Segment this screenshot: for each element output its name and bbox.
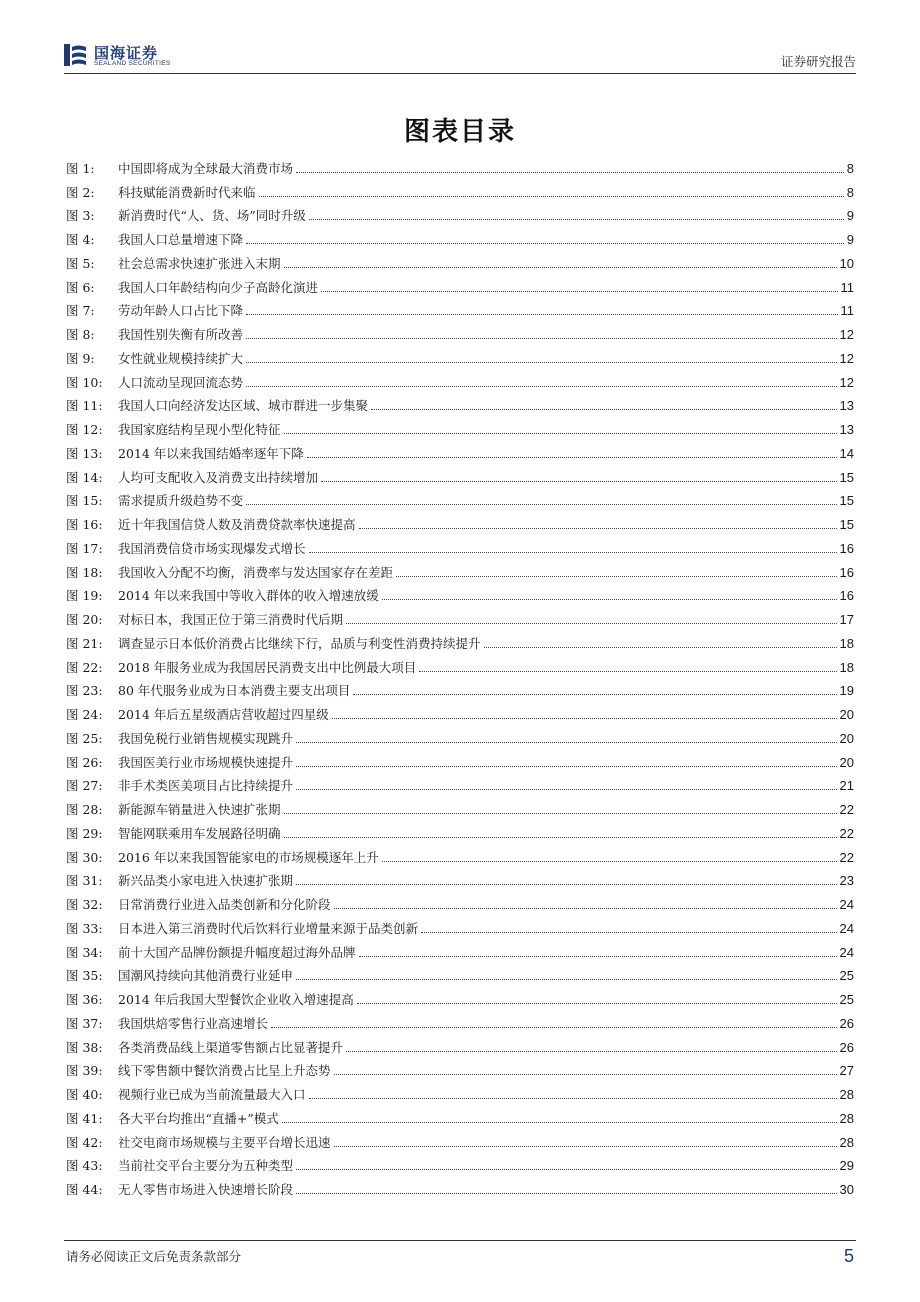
toc-entry-label: 图 44: (66, 1182, 103, 1197)
toc-entry[interactable] (66, 152, 854, 176)
toc-entry[interactable] (66, 1007, 854, 1031)
toc-entry-label: 图 42: (66, 1134, 103, 1150)
toc-dot-leader (246, 313, 837, 315)
toc-entry[interactable] (66, 746, 854, 770)
toc-entry-label: 图 8: (66, 327, 95, 342)
toc-entry-page: 20 (839, 730, 854, 746)
toc-entry[interactable] (66, 936, 854, 960)
toc-entry-page: 18 (839, 635, 854, 651)
toc-entry-page: 22 (839, 802, 854, 817)
toc-entry-label: 图 4: (66, 232, 95, 247)
toc-entry-title: 视频行业已成为当前流量最大入口 (118, 1087, 306, 1102)
toc-entry[interactable] (66, 200, 854, 224)
toc-entry[interactable] (66, 390, 854, 414)
toc-dot-leader (246, 242, 844, 244)
toc-entry-label: 图 22: (66, 659, 103, 675)
toc-entry-page: 22 (839, 825, 854, 841)
toc-entry[interactable] (66, 271, 854, 295)
toc-entry-label: 图 30: (66, 849, 103, 865)
toc-dot-leader (284, 812, 837, 814)
toc-entry-page: 12 (839, 374, 854, 390)
toc-entry-label: 图 43: (66, 1158, 103, 1174)
toc-entry-title: 非手术类医美项目占比持续提升 (118, 778, 294, 794)
toc-entry-title: 我国收入分配不均衡，消费率与发达国家存在差距 (118, 564, 394, 580)
toc-dot-leader (359, 955, 837, 957)
toc-entry-title: 人均可支配收入及消费支出持续增加 (118, 469, 319, 485)
toc-entry[interactable] (66, 675, 854, 699)
toc-entry[interactable] (66, 841, 854, 865)
toc-entry-label: 图 1: (66, 160, 95, 176)
toc-entry-title: 调查显示日本低价消费占比继续下行，品质与利变性消费持续提升 (118, 635, 481, 651)
toc-entry-page: 26 (839, 1015, 854, 1031)
report-type-label: 证券研究报告 (780, 54, 856, 69)
toc-entry-page: 12 (839, 327, 854, 342)
toc-entry[interactable] (66, 223, 854, 247)
toc-entry-label: 图 31: (66, 873, 103, 889)
toc-dot-leader (259, 195, 844, 197)
toc-entry-label: 图 3: (66, 208, 95, 224)
company-logo (64, 40, 194, 72)
toc-entry-page: 24 (839, 944, 854, 960)
toc-dot-leader (296, 978, 837, 980)
toc-entry-title: 新能源车销量进入快速扩张期 (118, 802, 281, 817)
footer-divider (64, 1240, 856, 1241)
toc-dot-leader (284, 836, 837, 838)
toc-dot-leader (346, 1050, 837, 1052)
toc-dot-leader (382, 598, 837, 600)
toc-entry-page: 13 (839, 398, 854, 414)
toc-entry-label: 图 37: (66, 1015, 103, 1031)
company-name-en: SEALAND SECURITIES (94, 60, 171, 67)
toc-entry-label: 图 32: (66, 897, 103, 912)
toc-dot-leader (296, 1168, 837, 1170)
toc-entry-page: 13 (839, 422, 854, 437)
toc-entry[interactable] (66, 983, 854, 1007)
toc-entry[interactable] (66, 888, 854, 912)
toc-entry-title: 线下零售额中餐饮消费占比呈上升态势 (118, 1063, 331, 1079)
toc-entry-page: 18 (839, 659, 854, 675)
toc-entry-title: 2014 年以来我国中等收入群体的收入增速放缓 (118, 588, 379, 604)
toc-entry-page: 22 (839, 849, 854, 865)
toc-entry-label: 图 39: (66, 1063, 103, 1079)
toc-entry[interactable] (66, 485, 854, 509)
toc-entry[interactable] (66, 1173, 854, 1197)
toc-dot-leader (296, 765, 837, 767)
toc-entry-title: 智能网联乘用车发展路径明确 (118, 825, 281, 841)
toc-entry-label: 图 19: (66, 588, 103, 604)
toc-entry-title: 科技赋能消费新时代来临 (118, 184, 256, 200)
toc-dot-leader (359, 527, 837, 529)
figure-toc-list (66, 152, 854, 1197)
toc-entry-label: 图 35: (66, 968, 103, 984)
toc-entry-title: 当前社交平台主要分为五种类型 (118, 1158, 294, 1174)
toc-entry-label: 图 38: (66, 1039, 103, 1055)
toc-entry-page: 23 (839, 873, 854, 889)
toc-entry-page: 29 (839, 1158, 854, 1174)
toc-entry-label: 图 25: (66, 730, 103, 746)
toc-entry-title: 我国免税行业销售规模实现跳升 (118, 730, 294, 746)
toc-dot-leader (284, 266, 837, 268)
toc-entry-label: 图 29: (66, 825, 103, 841)
toc-entry-label: 图 20: (66, 612, 103, 627)
toc-entry-title: 2014 年以来我国结婚率逐年下降 (118, 445, 304, 461)
toc-entry[interactable] (66, 698, 854, 722)
toc-entry[interactable] (66, 318, 854, 342)
toc-entry-page: 24 (839, 920, 854, 936)
company-name-cn: 国海证券 (94, 44, 159, 62)
toc-entry[interactable] (66, 1031, 854, 1055)
toc-dot-leader (334, 1145, 837, 1147)
toc-entry-title: 日常消费行业进入品类创新和分化阶段 (118, 897, 331, 912)
toc-entry-title: 中国即将成为全球最大消费市场 (118, 160, 294, 176)
toc-entry[interactable] (66, 532, 854, 556)
toc-entry[interactable] (66, 461, 854, 485)
toc-entry-label: 图 10: (66, 374, 103, 390)
toc-dot-leader (353, 693, 836, 695)
toc-entry-page: 28 (839, 1087, 854, 1102)
toc-entry-page: 16 (839, 540, 854, 556)
header-divider (64, 73, 856, 74)
toc-entry[interactable] (66, 912, 854, 936)
toc-entry-title: 无人零售市场进入快速增长阶段 (118, 1182, 294, 1197)
toc-entry-page: 26 (839, 1039, 854, 1055)
toc-entry-label: 图 36: (66, 992, 103, 1007)
toc-entry-page: 25 (839, 968, 854, 984)
toc-entry[interactable] (66, 580, 854, 604)
toc-entry-page: 17 (839, 612, 854, 627)
toc-entry-label: 图 6: (66, 279, 95, 295)
toc-entry-label: 图 16: (66, 517, 103, 532)
toc-entry-title: 各大平台均推出“直播+”模式 (118, 1110, 279, 1126)
toc-entry[interactable] (66, 960, 854, 984)
toc-entry-title: 80 年代服务业成为日本消费主要支出项目 (118, 683, 351, 699)
toc-entry-page: 16 (839, 588, 854, 604)
toc-entry[interactable] (66, 556, 854, 580)
toc-dot-leader (309, 1097, 837, 1099)
toc-entry[interactable] (66, 295, 854, 319)
toc-entry-title: 我国医美行业市场规模快速提升 (118, 754, 294, 770)
toc-entry-page: 28 (839, 1110, 854, 1126)
toc-entry-page: 28 (839, 1134, 854, 1150)
toc-dot-leader (309, 218, 844, 220)
toc-entry-page: 15 (839, 493, 854, 509)
toc-entry-title: 社会总需求快速扩张进入末期 (118, 255, 281, 271)
toc-entry-page: 11 (840, 303, 854, 319)
toc-dot-leader (396, 575, 837, 577)
toc-entry-label: 图 28: (66, 802, 103, 817)
toc-dot-leader (307, 456, 837, 458)
toc-dot-leader (321, 290, 837, 292)
toc-entry-title: 需求提质升级趋势不变 (118, 493, 244, 509)
toc-entry-title: 我国人口年龄结构向少子高龄化演进 (118, 279, 319, 295)
toc-entry[interactable] (66, 603, 854, 627)
page-header (64, 40, 856, 72)
page-number: 5 (843, 1246, 854, 1266)
toc-entry-title: 我国烘焙零售行业高速增长 (118, 1015, 269, 1031)
toc-dot-leader (484, 646, 837, 648)
toc-entry-label: 图 14: (66, 469, 103, 485)
toc-entry-label: 图 12: (66, 422, 103, 437)
toc-entry-label: 图 26: (66, 754, 103, 770)
toc-entry-label: 图 2: (66, 184, 95, 200)
toc-entry-page: 16 (839, 564, 854, 580)
toc-dot-leader (421, 931, 837, 933)
toc-entry[interactable] (66, 1102, 854, 1126)
toc-entry-page: 9 (846, 232, 854, 247)
toc-entry-title: 对标日本，我国正位于第三消费时代后期 (118, 612, 344, 627)
toc-entry-title: 劳动年龄人口占比下降 (118, 303, 244, 319)
toc-dot-leader (246, 385, 837, 387)
toc-dot-leader (346, 622, 837, 624)
toc-entry-page: 21 (839, 778, 854, 794)
toc-dot-leader (246, 361, 837, 363)
toc-entry-title: 我国人口向经济发达区域、城市群进一步集聚 (118, 398, 369, 414)
toc-entry[interactable] (66, 770, 854, 794)
toc-entry-label: 图 24: (66, 707, 103, 722)
toc-entry-label: 图 13: (66, 445, 103, 461)
toc-dot-leader (419, 670, 836, 672)
toc-entry-title: 2014 年后我国大型餐饮企业收入增速提高 (118, 992, 354, 1007)
toc-entry-title: 各类消费品线上渠道零售额占比显著提升 (118, 1039, 344, 1055)
toc-entry-label: 图 17: (66, 540, 103, 556)
toc-dot-leader (296, 1192, 837, 1194)
toc-entry-title: 近十年我国信贷人数及消费贷款率快速提高 (118, 517, 356, 532)
toc-entry[interactable] (66, 1126, 854, 1150)
toc-entry-label: 图 34: (66, 944, 103, 960)
toc-entry-title: 国潮风持续向其他消费行业延申 (118, 968, 294, 984)
disclaimer-note: 请务必阅读正文后免责条款部分 (66, 1249, 242, 1264)
toc-entry-title: 新兴品类小家电进入快速扩张期 (118, 873, 294, 889)
toc-entry-label: 图 41: (66, 1110, 103, 1126)
toc-entry[interactable] (66, 437, 854, 461)
toc-entry-page: 14 (839, 445, 854, 461)
toc-entry-title: 2016 年以来我国智能家电的市场规模逐年上升 (118, 849, 379, 865)
toc-entry-label: 图 18: (66, 564, 103, 580)
toc-entry[interactable] (66, 865, 854, 889)
toc-entry-title: 日本进入第三消费时代后饮料行业增量来源于品类创新 (118, 920, 419, 936)
toc-entry[interactable] (66, 817, 854, 841)
toc-dot-leader (321, 480, 837, 482)
toc-dot-leader (246, 503, 837, 505)
toc-entry-page: 8 (846, 160, 854, 176)
toc-entry-page: 12 (839, 350, 854, 366)
toc-dot-leader (296, 171, 844, 173)
toc-entry-label: 图 5: (66, 255, 95, 271)
toc-entry[interactable] (66, 508, 854, 532)
toc-entry-page: 27 (839, 1063, 854, 1079)
toc-dot-leader (296, 883, 837, 885)
toc-dot-leader (296, 741, 837, 743)
page-title: 图表目录 (403, 117, 516, 147)
toc-entry-page: 15 (839, 517, 854, 532)
toc-entry-title: 2014 年后五星级酒店营收超过四星级 (118, 707, 329, 722)
toc-entry-title: 前十大国产品牌份额提升幅度超过海外品牌 (118, 944, 356, 960)
toc-entry-title: 我国消费信贷市场实现爆发式增长 (118, 540, 306, 556)
toc-entry[interactable] (66, 1150, 854, 1174)
toc-dot-leader (271, 1026, 837, 1028)
toc-entry-label: 图 23: (66, 683, 103, 699)
toc-entry-page: 20 (839, 754, 854, 770)
toc-entry[interactable] (66, 1078, 854, 1102)
toc-entry[interactable] (66, 247, 854, 271)
toc-entry[interactable] (66, 627, 854, 651)
toc-entry-label: 图 7: (66, 303, 95, 319)
toc-entry[interactable] (66, 366, 854, 390)
toc-dot-leader (282, 1121, 837, 1123)
toc-entry[interactable] (66, 1055, 854, 1079)
toc-dot-leader (332, 717, 837, 719)
toc-entry-title: 2018 年服务业成为我国居民消费支出中比例最大项目 (118, 659, 417, 675)
toc-entry-title: 我国性别失衡有所改善 (118, 327, 244, 342)
sealand-logo-icon (64, 44, 88, 66)
toc-entry-page: 25 (839, 992, 854, 1007)
toc-dot-leader (382, 860, 837, 862)
toc-entry-title: 社交电商市场规模与主要平台增长迅速 (118, 1134, 331, 1150)
toc-dot-leader (371, 408, 837, 410)
toc-entry[interactable] (66, 651, 854, 675)
toc-entry-label: 图 27: (66, 778, 103, 794)
toc-entry-page: 24 (839, 897, 854, 912)
toc-entry-title: 女性就业规模持续扩大 (118, 350, 244, 366)
toc-entry[interactable] (66, 793, 854, 817)
toc-entry-title: 人口流动呈现回流态势 (118, 374, 244, 390)
toc-entry-label: 图 33: (66, 920, 103, 936)
toc-dot-leader (309, 551, 837, 553)
toc-dot-leader (357, 1002, 837, 1004)
toc-entry-page: 20 (839, 707, 854, 722)
toc-entry-page: 10 (839, 255, 854, 271)
toc-entry[interactable] (66, 722, 854, 746)
toc-entry-label: 图 9: (66, 350, 95, 366)
toc-entry[interactable] (66, 176, 854, 200)
toc-dot-leader (334, 907, 837, 909)
toc-entry-title: 我国人口总量增速下降 (118, 232, 244, 247)
toc-entry-page: 9 (846, 208, 854, 224)
toc-entry-label: 图 11: (66, 398, 103, 414)
toc-entry-page: 30 (839, 1182, 854, 1197)
toc-entry-page: 15 (839, 469, 854, 485)
toc-entry-title: 我国家庭结构呈现小型化特征 (118, 422, 281, 437)
toc-dot-leader (246, 337, 837, 339)
toc-entry-page: 11 (840, 279, 854, 295)
toc-entry-label: 图 40: (66, 1087, 103, 1102)
toc-entry-title: 新消费时代“人、货、场”同时升级 (118, 208, 306, 224)
toc-dot-leader (296, 788, 837, 790)
toc-dot-leader (334, 1073, 837, 1075)
toc-entry-page: 19 (839, 683, 854, 699)
toc-dot-leader (284, 432, 837, 434)
toc-entry-page: 8 (846, 184, 854, 200)
toc-entry[interactable] (66, 413, 854, 437)
toc-entry-label: 图 21: (66, 635, 103, 651)
toc-entry[interactable] (66, 342, 854, 366)
toc-entry-label: 图 15: (66, 493, 103, 509)
